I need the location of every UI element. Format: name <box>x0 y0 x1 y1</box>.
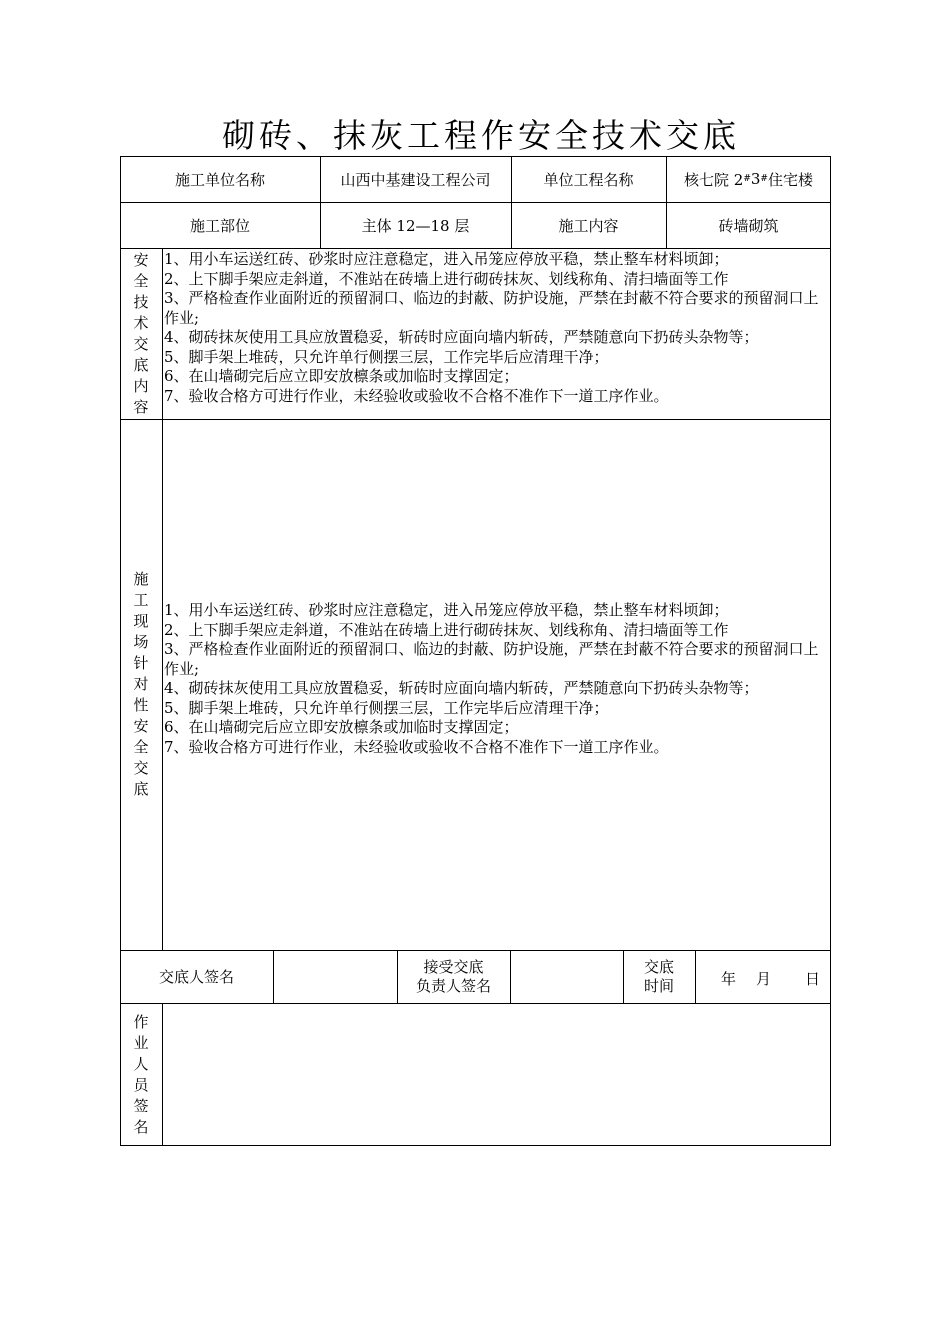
date-month: 月 <box>756 970 772 988</box>
construction-unit-label: 施工单位名称 <box>174 170 265 189</box>
time-label-line1: 交底 <box>643 957 674 976</box>
construction-unit-value: 山西中基建设工程公司 <box>340 170 491 189</box>
safety-item: 4、砌砖抹灰使用工具应放置稳妥，斩砖时应面向墙内斩砖，严禁随意向下扔砖头杂物等； <box>164 328 759 346</box>
presenter-label: 交底人签名 <box>158 968 234 986</box>
receiver-label-line1: 接受交底 <box>423 957 484 976</box>
site-item: 7、验收合格方可进行作业，未经验收或验收不合格不准作下一道工序作业。 <box>164 737 669 756</box>
safety-section-label-cell <box>120 248 162 419</box>
time-label <box>623 950 695 1003</box>
workers-label-cell <box>120 1003 162 1146</box>
site-item: 4、砌砖抹灰使用工具应放置稳妥，斩砖时应面向墙内斩砖，严禁随意向下扔砖头杂物等； <box>164 679 759 697</box>
site-section-label: 施工现场针对性安全交底 <box>133 570 149 798</box>
site-item: 1、用小车运送红砖、砂浆时应注意稳定，进入吊笼应停放平稳，禁止整车材料顷卸； <box>164 601 729 619</box>
page-title: 砌砖、抹灰工程作安全技术交底 <box>222 116 740 155</box>
date-day: 日 <box>805 970 821 988</box>
site-item: 3、严格检查作业面附近的预留洞口、临边的封蔽、防护设施，严禁在封蔽不符合要求的预留洞口上作业; <box>164 640 819 678</box>
safety-item: 3、严格检查作业面附近的预留洞口、临边的封蔽、防护设施，严禁在封蔽不符合要求的预留洞口上作业; <box>164 289 819 327</box>
project-name-suffix: 住宅楼 <box>767 170 813 189</box>
safety-item: 6、在山墙砌完后应立即安放檩条或加临时支撑固定； <box>164 367 519 385</box>
site-section-label-cell <box>120 419 162 950</box>
safety-item: 1、用小车运送红砖、砂浆时应注意稳定，进入吊笼应停放平稳，禁止整车材料顷卸； <box>164 250 729 268</box>
project-name-label: 单位工程名称 <box>543 170 634 189</box>
project-name-prefix: 核七院 2 <box>684 170 744 189</box>
location-label: 施工部位 <box>189 216 250 235</box>
workers-signature-area[interactable] <box>163 1004 830 1145</box>
project-name-mid: 3 <box>750 170 761 188</box>
site-items <box>164 601 828 771</box>
presenter-signature-field[interactable] <box>273 950 397 1003</box>
content-value: 砖墙砌筑 <box>718 216 779 235</box>
safety-items <box>164 250 828 418</box>
receiver-label-line2: 负责人签名 <box>415 976 491 995</box>
safety-item: 2、上下脚手架应走斜道，不准站在砖墙上进行砌砖抹灰、划线称角、清扫墙面等工作 <box>164 269 729 288</box>
date-year: 年 <box>721 970 737 988</box>
safety-item: 5、脚手架上堆砖，只允许单行侧摆三层，工作完毕后应清理干净； <box>164 347 609 366</box>
site-item: 5、脚手架上堆砖，只允许单行侧摆三层，工作完毕后应清理干净； <box>164 698 609 717</box>
date-field[interactable] <box>695 950 831 1003</box>
safety-item: 7、验收合格方可进行作业，未经验收或验收不合格不准作下一道工序作业。 <box>164 386 669 405</box>
receiver-label <box>397 950 510 1003</box>
location-value: 主体 12—18 层 <box>361 216 470 235</box>
site-item: 2、上下脚手架应走斜道，不准站在砖墙上进行砌砖抹灰、划线称角、清扫墙面等工作 <box>164 620 729 639</box>
workers-label: 作业人员签名 <box>133 1012 149 1136</box>
time-label-line2: 时间 <box>643 976 674 995</box>
site-item: 6、在山墙砌完后应立即安放檩条或加临时支撑固定； <box>164 718 519 736</box>
receiver-signature-field[interactable] <box>510 950 623 1003</box>
content-label: 施工内容 <box>558 216 619 235</box>
project-name-value: 核七院 2 # 3 # 住宅楼 <box>684 170 813 189</box>
safety-section-label: 安全技术交底内容 <box>133 250 149 416</box>
